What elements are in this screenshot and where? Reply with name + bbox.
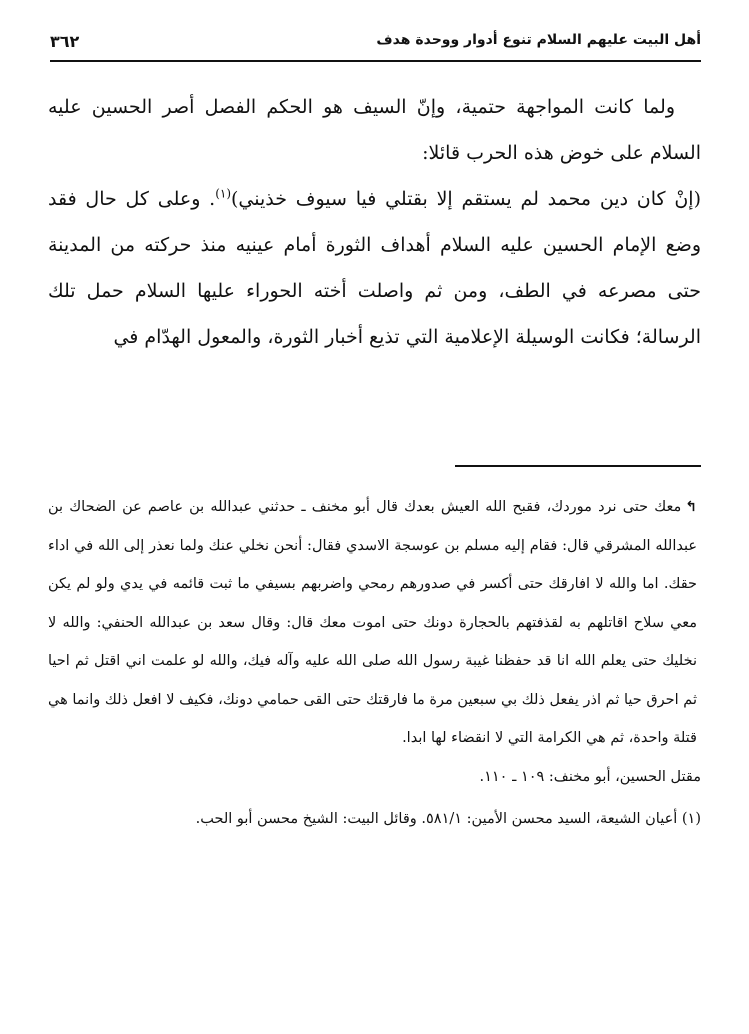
running-header bbox=[50, 28, 701, 62]
footnote-1: (١) أعيان الشيعة، السيد محسن الأمين: ٥٨١/١. وقائل البيت: الشيخ محسن أبو الحب. bbox=[195, 811, 701, 827]
reference-line: مقتل الحسين، أبو مخنف: ١٠٩ ـ ١١٠. bbox=[479, 768, 701, 785]
page-number: ٣٦٢ bbox=[50, 32, 80, 51]
paragraph-2 bbox=[48, 176, 701, 360]
continuation-text: معك حتى نرد موردك، فقبح الله العيش بعدك قال أبو مخنف ـ حدثني عبدالله بن عاصم عن الضحاك بن عبدالله المشرقي قال: فقام إليه مسلم بن عوسجة الاسدي فقال: أنحن نخلي عنك ولما نعذر إلى الله في اداء حقك. اما والله لا افارقك حتى أكسر في صدورهم رمحي واضربهم بسيفي ما ثبت قائمه في يدي ولو لم يكن معي سلاح اقاتلهم به لقذفتهم بالحجارة دونك حتى اموت معك قال: وقال سعد بن عبدالله الحنفي: والله لا نخليك حتى يعلم الله انا قد حفظنا غيبة رسول الله صلى الله عليه وآله فيك، والله لو علمت اني اقتل ثم احيا ثم احرق حيا ثم اذر يفعل ذلك بي سبعين مرة ما فارقتك حتى القى حمامي دونك، فكيف لا افعل ذلك وانما هي قتلة واحدة، ثم هي الكرامة التي لا انقضاء لها ابدا. bbox=[48, 499, 697, 746]
poetry-quote: (إنْ كان دين محمد لم يستقم إلا بقتلي فيا سيوف خذيني) bbox=[231, 188, 702, 210]
paragraph-2-text: . وعلى كل حال فقد وضع الإمام الحسين عليه السلام أهداف الثورة أمام عينيه منذ حركته من المدينة حتى مصرعه في الطف، ومن ثم واصلت أخته الحوراء عليها السلام حمل تلك الرسالة؛ فكانت الوسيلة الإعلامية التي تذيع أخبار الثورة، والمعول الهدّام في bbox=[48, 188, 701, 348]
footnote-ref-1[interactable]: (١) bbox=[215, 186, 232, 201]
footnote-separator bbox=[455, 465, 701, 467]
continuation-arrow-icon: ↰ bbox=[685, 499, 697, 515]
footnote-continuation bbox=[48, 488, 701, 758]
footnotes bbox=[48, 488, 701, 839]
paragraph-1: ولما كانت المواجهة حتمية، وإنّ السيف هو الحكم الفصل أصر الحسين عليه السلام على خوض هذه الحرب قائلا: bbox=[48, 96, 701, 164]
header-title: أهل البيت عليهم السلام تنوع أدوار ووحدة هدف bbox=[376, 32, 701, 48]
main-text bbox=[48, 84, 701, 360]
